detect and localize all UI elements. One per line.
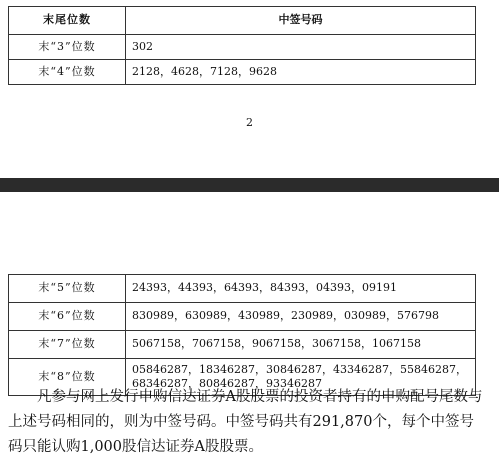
table-row [9, 331, 476, 359]
header-digits: 末尾位数 [9, 7, 126, 35]
row-digits: 末“5”位数 [9, 275, 126, 303]
row-digits: 末“8”位数 [9, 359, 126, 396]
row-digits: 末“7”位数 [9, 331, 126, 359]
row-numbers: 24393，44393，64393，84393，04393，09191 [126, 275, 476, 303]
row-numbers: 302 [126, 35, 476, 60]
row-digits: 末“4”位数 [9, 60, 126, 85]
page-top [0, 0, 499, 178]
row-numbers: 2128，4628，7128，9628 [126, 60, 476, 85]
row-numbers: 830989，630989，430989，230989，030989，576798 [126, 303, 476, 331]
row-numbers: 05846287，18346287，30846287，43346287，55846287，68346287，80846287，93346287 [126, 359, 476, 396]
table-row [9, 303, 476, 331]
table-row [9, 35, 476, 60]
table-header-row [9, 7, 476, 35]
row-numbers: 5067158，7067158，9067158，3067158，1067158 [126, 331, 476, 359]
winning-numbers-table-bottom [8, 274, 476, 396]
page-divider [0, 178, 499, 192]
body-paragraph: 凡参与网上发行申购信达证券A股股票的投资者持有的申购配号尾数与上述号码相同的，则为中签号码。中签号码共有291,870个，每个中签号码只能认购1,000股信达证券A股股票。 [8, 389, 483, 455]
winning-numbers-table-top [8, 6, 476, 85]
row-digits: 末“6”位数 [9, 303, 126, 331]
page-number: 2 [246, 116, 253, 129]
row-digits: 末“3”位数 [9, 35, 126, 60]
table-row [9, 60, 476, 85]
header-numbers: 中签号码 [126, 7, 476, 35]
table-row [9, 275, 476, 303]
